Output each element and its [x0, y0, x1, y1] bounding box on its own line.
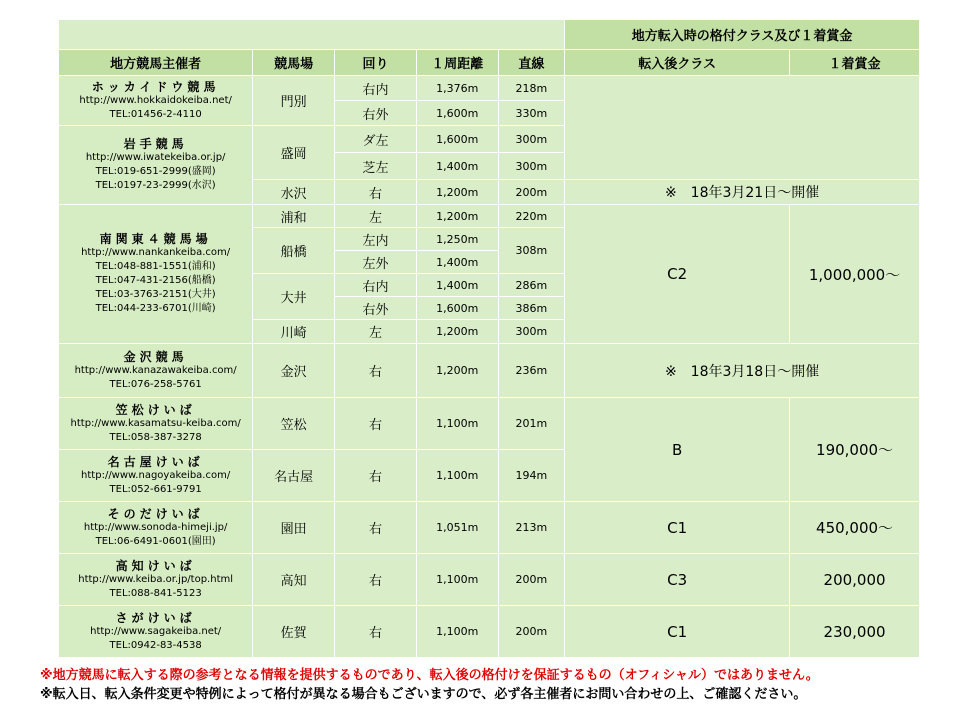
transfer-info-table: [58, 19, 920, 658]
organizer-tel: TEL:076-258-5761: [109, 378, 202, 390]
organizer-name: 笠松けいば: [115, 402, 196, 417]
straight-cell: 200m: [498, 606, 565, 658]
organizer-name: 南関東４競馬場: [99, 232, 212, 246]
turn-cell: 右外: [335, 101, 417, 126]
turn-cell: 右: [335, 554, 417, 606]
class-kochi: C3: [565, 554, 790, 606]
organizer-tel: TEL:047-431-2156(船橋): [95, 275, 216, 286]
class-c2: C2: [565, 205, 790, 344]
distance-cell: 1,600m: [416, 126, 498, 153]
class-sonoda: C1: [565, 502, 790, 554]
distance-cell: 1,600m: [416, 297, 498, 320]
distance-cell: 1,100m: [416, 554, 498, 606]
distance-cell: 1,400m: [416, 251, 498, 274]
prize-sonoda: 450,000～: [790, 502, 920, 554]
distance-cell: 1,200m: [416, 180, 498, 205]
straight-cell: 300m: [498, 126, 565, 153]
straight-cell: 286m: [498, 274, 565, 297]
prize-saga: 230,000: [790, 606, 920, 658]
organizer-url[interactable]: http://www.keiba.or.jp/top.html: [78, 573, 234, 585]
turn-cell: 右外: [335, 297, 417, 320]
distance-cell: 1,376m: [416, 76, 498, 101]
organizer-tel: TEL:044-233-6701(川崎): [95, 303, 216, 314]
turn-cell: ダ左: [335, 126, 417, 153]
organizer-url[interactable]: http://www.nagoyakeiba.com/: [81, 469, 231, 481]
straight-cell: 194m: [498, 450, 565, 502]
organizer-nagoya: [59, 450, 253, 502]
organizer-name: そのだけいば: [107, 506, 204, 521]
organizer-url[interactable]: http://www.nankankeiba.com/: [81, 247, 231, 258]
contact-note: ※転入日、転入条件変更や特例によって格付が異なる場合もございますので、必ず各主催者にお問い合わせの上、ご確認ください。: [40, 687, 807, 702]
organizer-tel: TEL:06-6491-0601(園田): [95, 535, 216, 547]
organizer-tel: TEL:052-661-9791: [109, 483, 202, 495]
distance-cell: 1,200m: [416, 320, 498, 344]
straight-cell: 308m: [498, 228, 565, 274]
track-name: 船橋: [253, 228, 335, 274]
prize-kochi: 200,000: [790, 554, 920, 606]
distance-cell: 1,100m: [416, 398, 498, 450]
straight-cell: 220m: [498, 205, 565, 228]
prize-b: 190,000～: [790, 398, 920, 502]
organizer-tel: TEL:088-841-5123: [109, 587, 202, 599]
organizer-url[interactable]: http://www.hokkaidokeiba.net/: [79, 94, 232, 106]
straight-cell: 236m: [498, 344, 565, 398]
distance-cell: 1,600m: [416, 101, 498, 126]
straight-cell: 200m: [498, 554, 565, 606]
straight-cell: 300m: [498, 320, 565, 344]
opening-note-kanazawa: ※ 18年3月18日～開催: [565, 344, 920, 398]
organizer-iwate: [59, 126, 253, 205]
turn-cell: 左: [335, 320, 417, 344]
organizer-sonoda: [59, 502, 253, 554]
opening-note-mizusawa: ※ 18年3月21日～開催: [565, 180, 920, 205]
distance-cell: 1,250m: [416, 228, 498, 251]
turn-cell: 右: [335, 344, 417, 398]
class-b: B: [565, 398, 790, 502]
turn-cell: 右: [335, 502, 417, 554]
organizer-tel: TEL:0942-83-4538: [109, 639, 202, 651]
organizer-kochi: [59, 554, 253, 606]
organizer-name: ホッカイドウ競馬: [91, 79, 220, 94]
organizer-name: 岩手競馬: [123, 137, 188, 151]
organizer-url[interactable]: http://www.kasamatsu-keiba.com/: [70, 417, 241, 429]
track-name: 名古屋: [253, 450, 335, 502]
straight-cell: 218m: [498, 76, 565, 101]
turn-cell: 右: [335, 398, 417, 450]
distance-cell: 1,100m: [416, 606, 498, 658]
distance-cell: 1,400m: [416, 274, 498, 297]
turn-cell: 右: [335, 180, 417, 205]
straight-cell: 330m: [498, 101, 565, 126]
organizer-url[interactable]: http://www.sonoda-himeji.jp/: [83, 521, 228, 533]
distance-cell: 1,100m: [416, 450, 498, 502]
organizer-tel: TEL:019-651-2999(盛岡): [95, 166, 216, 177]
track-name: 門別: [253, 76, 335, 126]
track-name: 高知: [253, 554, 335, 606]
organizer-name: さがけいば: [115, 610, 196, 625]
turn-cell: 右内: [335, 76, 417, 101]
col-header-prize: １着賞金: [790, 50, 920, 76]
track-name: 盛岡: [253, 126, 335, 180]
distance-cell: 1,200m: [416, 344, 498, 398]
organizer-tel: TEL:058-387-3278: [109, 431, 202, 443]
organizer-hokkaido: [59, 76, 253, 126]
organizer-url[interactable]: http://www.sagakeiba.net/: [90, 625, 222, 637]
col-header-organizer: 地方競馬主催者: [59, 50, 253, 76]
organizer-minami-kanto: [59, 205, 253, 344]
organizer-kasamatsu: [59, 398, 253, 450]
col-header-distance: １周距離: [416, 50, 498, 76]
group-header: 地方転入時の格付クラス及び１着賞金: [565, 20, 920, 50]
straight-cell: 213m: [498, 502, 565, 554]
turn-cell: 左内: [335, 228, 417, 251]
organizer-tel: TEL:01456-2-4110: [109, 108, 202, 120]
organizer-tel: TEL:048-881-1551(浦和): [95, 261, 216, 272]
organizer-tel: TEL:03-3763-2151(大井): [95, 289, 216, 300]
turn-cell: 左: [335, 205, 417, 228]
turn-cell: 右内: [335, 274, 417, 297]
organizer-kanazawa: [59, 344, 253, 398]
col-header-turn: 回り: [335, 50, 417, 76]
straight-cell: 386m: [498, 297, 565, 320]
distance-cell: 1,400m: [416, 153, 498, 180]
turn-cell: 左外: [335, 251, 417, 274]
track-name: 川崎: [253, 320, 335, 344]
track-name: 金沢: [253, 344, 335, 398]
organizer-saga: [59, 606, 253, 658]
turn-cell: 右: [335, 450, 417, 502]
track-name: 園田: [253, 502, 335, 554]
disclaimer-note: ※地方競馬に転入する際の参考となる情報を提供するものであり、転入後の格付けを保証するもの（オフィシャル）ではありません。: [40, 668, 819, 683]
track-name: 笠松: [253, 398, 335, 450]
straight-cell: 200m: [498, 180, 565, 205]
track-name: 大井: [253, 274, 335, 320]
turn-cell: 右: [335, 606, 417, 658]
class-saga: C1: [565, 606, 790, 658]
track-name: 浦和: [253, 205, 335, 228]
straight-cell: 201m: [498, 398, 565, 450]
turn-cell: 芝左: [335, 153, 417, 180]
col-header-track: 競馬場: [253, 50, 335, 76]
organizer-url[interactable]: http://www.kanazawakeiba.com/: [74, 364, 237, 376]
organizer-name: 高知けいば: [115, 558, 196, 573]
organizer-name: 金沢競馬: [123, 349, 188, 364]
track-name: 水沢: [253, 180, 335, 205]
organizer-tel: TEL:0197-23-2999(水沢): [95, 180, 216, 191]
header-blank: [59, 20, 565, 50]
footnotes: [40, 666, 940, 704]
organizer-name: 名古屋けいば: [107, 454, 204, 469]
track-name: 佐賀: [253, 606, 335, 658]
col-header-straight: 直線: [498, 50, 565, 76]
prize-c2: 1,000,000～: [790, 205, 920, 344]
col-header-class: 転入後クラス: [565, 50, 790, 76]
straight-cell: 300m: [498, 153, 565, 180]
distance-cell: 1,051m: [416, 502, 498, 554]
class-prize-blank: [565, 76, 920, 180]
distance-cell: 1,200m: [416, 205, 498, 228]
organizer-url[interactable]: http://www.iwatekeiba.or.jp/: [85, 152, 226, 163]
